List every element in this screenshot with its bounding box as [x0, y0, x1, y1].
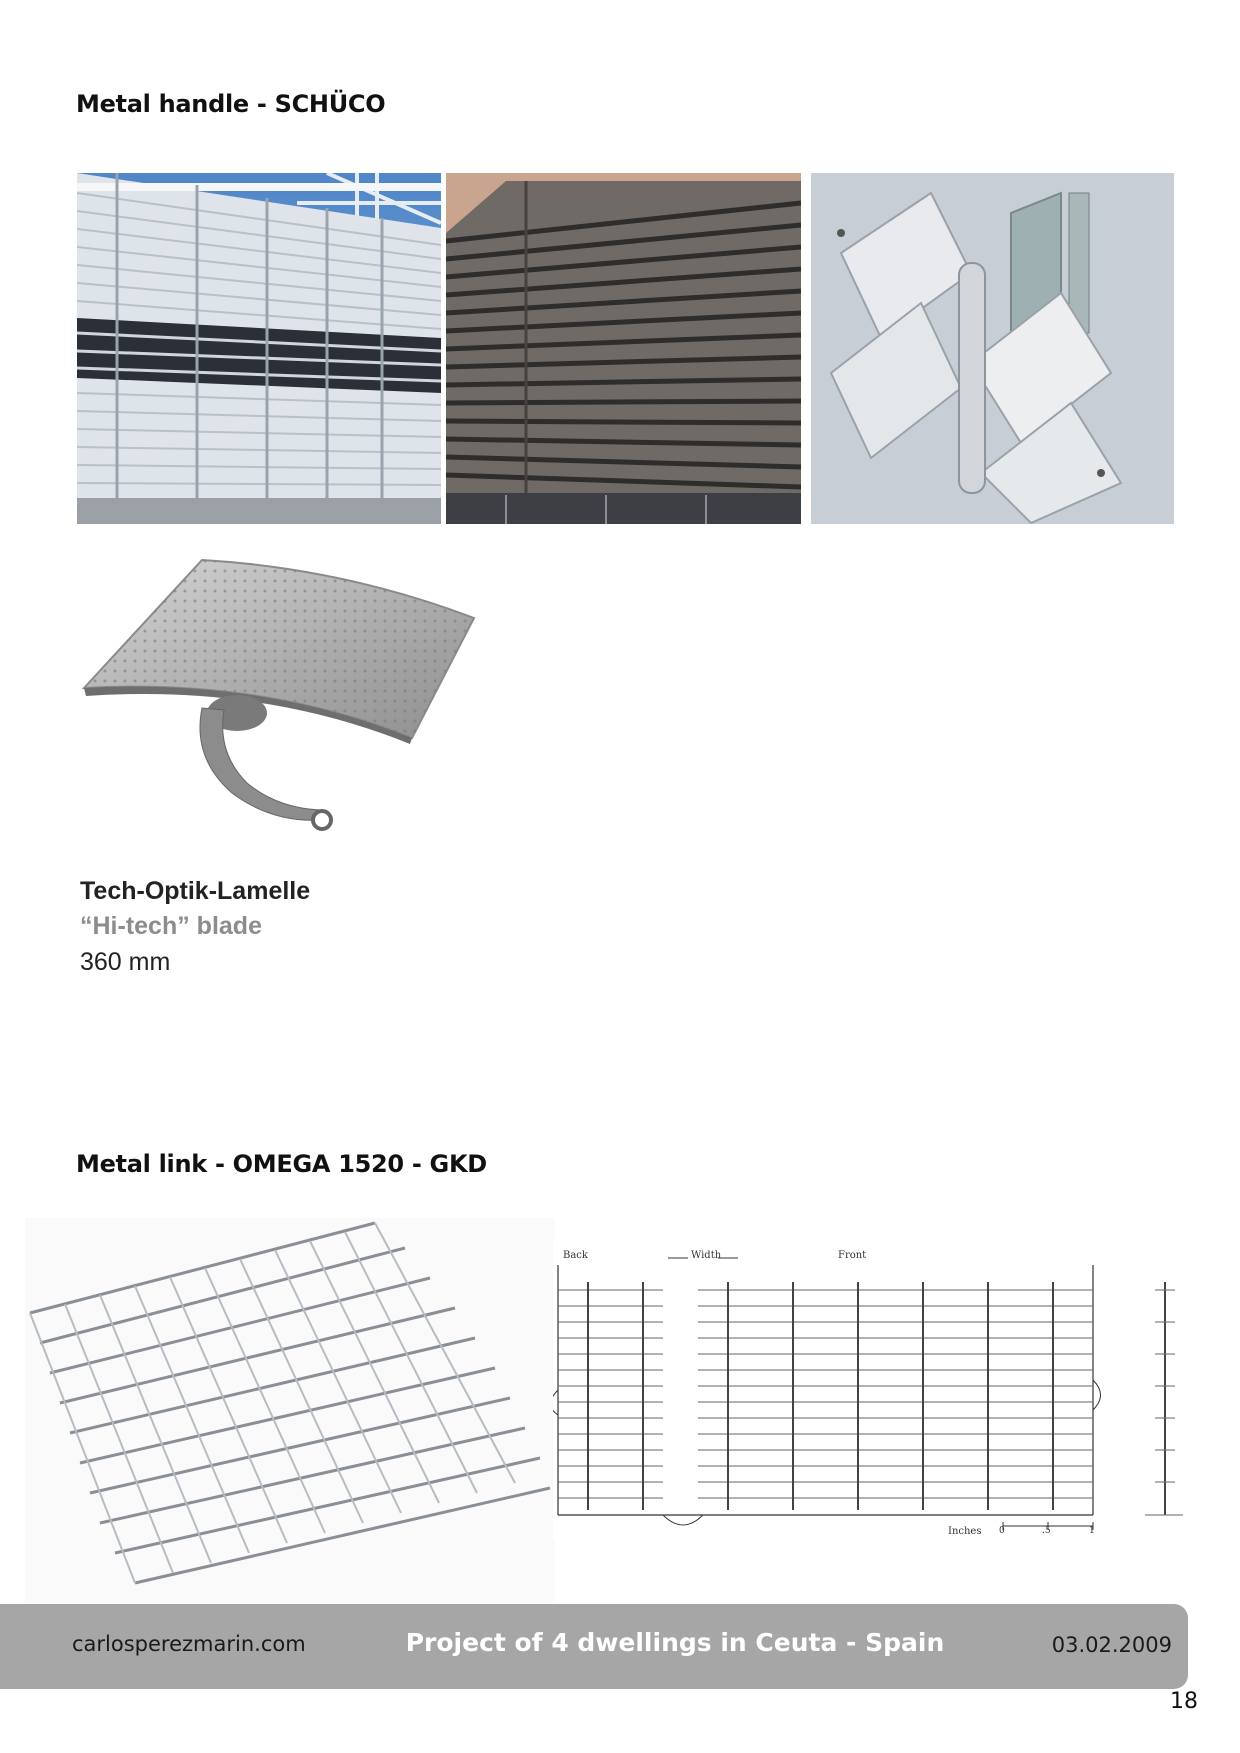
drawing-scale-unit: Inches [948, 1526, 982, 1537]
footer-project-title: Project of 4 dwellings in Ceuta - Spain [405, 1628, 945, 1657]
drawing-label-width: Width [691, 1250, 722, 1261]
louver-rendering [811, 173, 1174, 524]
page-number: 18 [1170, 1689, 1198, 1714]
drawing-label-front: Front [838, 1250, 867, 1261]
blade-name: Tech-Optik-Lamelle [80, 877, 311, 905]
blade-subtitle: “Hi-tech” blade [80, 912, 262, 940]
blade-size: 360 mm [80, 948, 171, 976]
footer-date: 03.02.2009 [1051, 1633, 1172, 1657]
drawing-scale-tick: 1 [1089, 1526, 1095, 1536]
footer-website: carlosperezmarin.com [72, 1632, 306, 1656]
louver-facade-photo [77, 173, 441, 524]
drawing-scale-tick: .5 [1042, 1526, 1051, 1536]
section-title-metal-handle: Metal handle - SCHÜCO [76, 90, 386, 118]
drawing-label-back: Back [563, 1250, 588, 1261]
drawing-scale-tick: 0 [999, 1526, 1005, 1536]
metal-mesh-image [25, 1218, 555, 1603]
building-corner-photo [446, 173, 801, 524]
omega-technical-drawing [553, 1240, 1185, 1540]
section-title-metal-link: Metal link - OMEGA 1520 - GKD [76, 1150, 487, 1178]
hi-tech-blade-image [82, 558, 478, 843]
footer-bar [0, 1604, 1188, 1689]
